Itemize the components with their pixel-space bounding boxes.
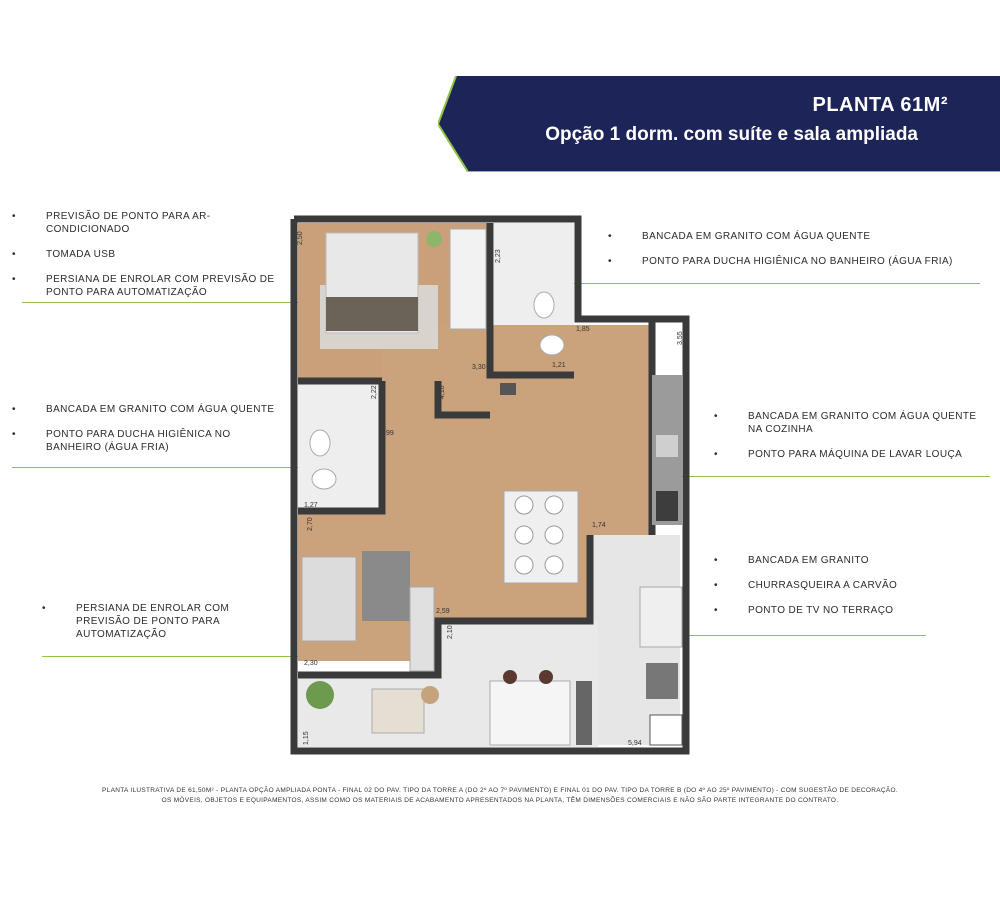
callout-item: • BANCADA EM GRANITO COM ÁGUA QUENTE: [608, 231, 871, 242]
dim-label: 2,59: [436, 608, 450, 615]
plan-subtitle: Opção 1 dorm. com suíte e sala ampliada: [545, 124, 918, 145]
callout-item: • BANCADA EM GRANITO COM ÁGUA QUENTE: [12, 404, 275, 415]
terrace-counter: [640, 587, 682, 647]
callout-item: • PONTO PARA DUCHA HIGIÊNICA NO BANHEIRO (ÁGUA FRIA): [608, 256, 953, 267]
bed-blanket: [326, 297, 418, 331]
dim-label: 1,74: [592, 522, 606, 529]
dim-label: 2,22: [371, 385, 378, 399]
floor-plan: [290, 215, 694, 755]
callout-living: [42, 602, 256, 653]
callout-item: • PONTO DE TV NO TERRAÇO: [714, 605, 894, 616]
callout-bath-left: [12, 403, 276, 466]
callout-item: • PERSIANA DE ENROLAR COM PREVISÃO DE PONTO PARA AUTOMATIZAÇÃO: [12, 274, 275, 298]
dim-label: 2,70: [307, 517, 314, 531]
callout-terrace: [714, 554, 968, 629]
callout-line-bath-left: [12, 467, 334, 468]
callout-item: • PREVISÃO DE PONTO PARA AR-CONDICIONADO: [12, 211, 211, 235]
dim-label: 2,23: [495, 249, 502, 263]
cooktop: [656, 491, 678, 521]
dim-label: 3,30: [472, 364, 486, 371]
dim-label: 3,55: [677, 331, 684, 345]
callout-item: • PONTO PARA DUCHA HIGIÊNICA NO BANHEIRO (ÁGUA FRIA): [12, 429, 231, 453]
shaft: [650, 715, 682, 745]
wardrobe: [450, 229, 486, 329]
terrace-plant: [306, 681, 334, 709]
dim-label: 4,10: [439, 385, 446, 399]
callout-line-terrace: [660, 635, 926, 636]
dim-label: 5,94: [628, 740, 642, 747]
callout-item: • BANCADA EM GRANITO COM ÁGUA QUENTE NA COZINHA: [714, 411, 977, 435]
tv-rack: [410, 587, 434, 671]
terrace-upper-floor: [438, 621, 598, 679]
kitchen-sink: [656, 435, 678, 457]
dim-label: 2,10: [447, 625, 454, 639]
title-banner: [438, 76, 1000, 172]
dim-label: 1,85: [576, 326, 590, 333]
footer-note-line2: OS MÓVEIS, OBJETOS E EQUIPAMENTOS, ASSIM COMO OS MATERIAIS DE ACABAMENTO APRESENTADOS NA PLANTA, TÊM DIMENSÕES COMERCIAIS E NÃO SÃO PARTE INTEGRANTE DO CONTRATO.: [161, 797, 839, 804]
side-table: [421, 686, 439, 704]
callout-item: • PERSIANA DE ENROLAR COM PREVISÃO DE PONTO PARA AUTOMATIZAÇÃO: [42, 603, 230, 640]
dim-label: 2,30: [304, 660, 318, 667]
dim-label: ,99: [384, 430, 394, 437]
terrace-table: [490, 681, 570, 745]
social-sink: [312, 469, 336, 489]
footer-note-line1: PLANTA ILUSTRATIVA DE 61,50M² - PLANTA OPÇÃO AMPLIADA PONTA - FINAL 02 DO PAV. TIPO DA TORRE A (DO 2º AO 7º PAVIMENTO) E FINAL 01 DO PAV. TIPO DA TORRE B (DO 4º AO 25º PAVIMENTO) - COM SUGESTÃO DE DECORAÇÃO.: [102, 787, 898, 794]
callout-item: • CHURRASQUEIRA A CARVÃO: [714, 580, 898, 591]
dim-label: 1,21: [552, 362, 566, 369]
barbecue: [646, 663, 678, 699]
suite-sink: [540, 335, 564, 355]
terrace-cabinet: [576, 681, 592, 745]
callout-item: • BANCADA EM GRANITO: [714, 555, 869, 566]
dim-label: 1,15: [303, 731, 310, 745]
armchair: [372, 689, 424, 733]
callout-kitchen: [714, 410, 988, 473]
callout-item: • PONTO PARA MÁQUINA DE LAVAR LOUÇA: [714, 449, 963, 460]
dim-label: 1,27: [304, 502, 318, 509]
dim-label: 2,50: [297, 231, 304, 245]
callout-bedroom: [12, 210, 286, 311]
callout-line-kitchen: [662, 476, 990, 477]
suite-toilet: [534, 292, 554, 318]
desk-chair: [500, 383, 516, 395]
sofa: [302, 557, 356, 641]
social-toilet: [310, 430, 330, 456]
living-rug: [362, 551, 410, 621]
plan-title: PLANTA 61M²: [812, 94, 948, 116]
callout-item: • TOMADA USB: [12, 249, 116, 260]
bedroom-plant: [426, 231, 442, 247]
